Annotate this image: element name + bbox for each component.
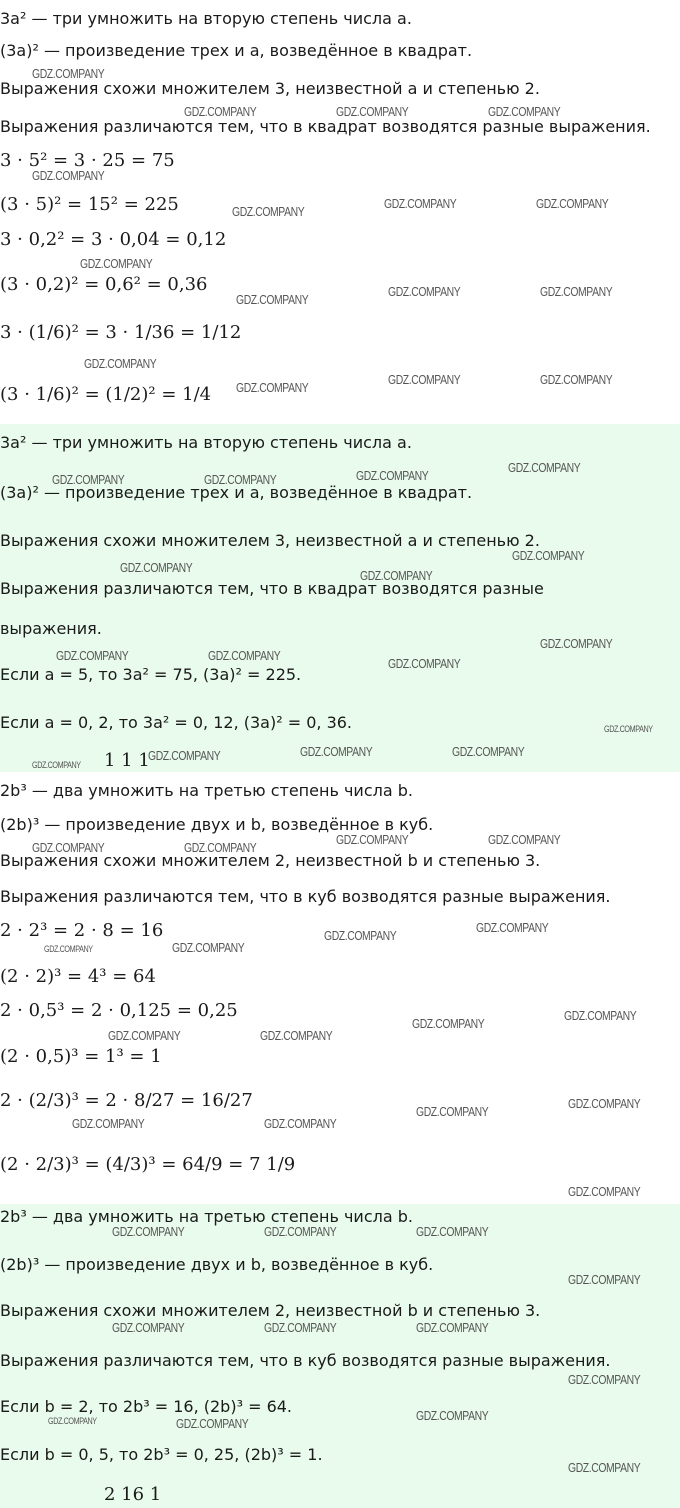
- watermark: GDZ.COMPANY: [208, 648, 281, 663]
- watermark: GDZ.COMPANY: [416, 1104, 489, 1119]
- watermark: GDZ.COMPANY: [84, 356, 157, 371]
- watermark: GDZ.COMPANY: [564, 1008, 637, 1023]
- watermark: GDZ.COMPANY: [264, 1320, 337, 1335]
- math-line: 2 · 0,5³ = 2 · 0,125 = 0,25: [0, 1000, 238, 1021]
- watermark: GDZ.COMPANY: [176, 1416, 249, 1431]
- watermark: GDZ.COMPANY: [476, 920, 549, 935]
- math-line: (3 · 0,2)² = 0,6² = 0,36: [0, 274, 208, 295]
- math-line: 1 1 1: [104, 750, 150, 771]
- watermark: GDZ.COMPANY: [80, 256, 153, 271]
- watermark: GDZ.COMPANY: [264, 1224, 337, 1239]
- text-line: Выражения различаются тем, что в куб возводятся разные выражения.: [0, 1351, 611, 1370]
- math-line: 2 · (2/3)³ = 2 · 8/27 = 16/27: [0, 1090, 253, 1111]
- watermark: GDZ.COMPANY: [184, 840, 257, 855]
- text-line: Выражения схожи множителем 2, неизвестной b и степенью 3.: [0, 1301, 541, 1320]
- watermark: GDZ.COMPANY: [32, 168, 105, 183]
- math-line: 3 · 0,2² = 3 · 0,04 = 0,12: [0, 229, 227, 250]
- text-line: 3a² — три умножить на вторую степень числа a.: [0, 9, 412, 28]
- watermark: GDZ.COMPANY: [568, 1096, 641, 1111]
- watermark: GDZ.COMPANY: [324, 928, 397, 943]
- watermark: GDZ.COMPANY: [488, 832, 561, 847]
- text-line: выражения.: [0, 619, 102, 638]
- watermark: GDZ.COMPANY: [148, 748, 221, 763]
- watermark: GDZ.COMPANY: [540, 284, 613, 299]
- math-line: (2 · 0,5)³ = 1³ = 1: [0, 1046, 162, 1067]
- math-line: (2 · 2)³ = 4³ = 64: [0, 966, 156, 987]
- watermark: GDZ.COMPANY: [236, 380, 309, 395]
- math-line: 3 · (1/6)² = 3 · 1/36 = 1/12: [0, 322, 242, 343]
- watermark: GDZ.COMPANY: [112, 1320, 185, 1335]
- watermark: GDZ.COMPANY: [172, 940, 245, 955]
- watermark: GDZ.COMPANY: [568, 1372, 641, 1387]
- text-line: Если a = 5, то 3a² = 75, (3a)² = 225.: [0, 665, 302, 684]
- watermark: GDZ.COMPANY: [540, 372, 613, 387]
- text-line: Если b = 0, 5, то 2b³ = 0, 25, (2b)³ = 1.: [0, 1445, 323, 1464]
- text-line: 2b³ — два умножить на третью степень числа b.: [0, 781, 413, 800]
- watermark: GDZ.COMPANY: [336, 832, 409, 847]
- watermark: GDZ.COMPANY: [568, 1460, 641, 1475]
- watermark: GDZ.COMPANY: [356, 468, 429, 483]
- watermark: GDZ.COMPANY: [32, 840, 105, 855]
- watermark: GDZ.COMPANY: [32, 66, 105, 81]
- text-line: (2b)³ — произведение двух и b, возведённое в куб.: [0, 1255, 434, 1274]
- watermark: GDZ.COMPANY: [108, 1028, 181, 1043]
- watermark: GDZ.COMPANY: [452, 744, 525, 759]
- watermark: GDZ.COMPANY: [416, 1408, 489, 1423]
- text-line: Выражения различаются тем, что в квадрат возводятся разные: [0, 579, 544, 598]
- text-line: Выражения различаются тем, что в квадрат возводятся разные выражения.: [0, 117, 651, 136]
- watermark: GDZ.COMPANY: [112, 1224, 185, 1239]
- watermark: GDZ.COMPANY: [416, 1320, 489, 1335]
- watermark: GDZ.COMPANY: [204, 472, 277, 487]
- watermark: GDZ.COMPANY: [236, 292, 309, 307]
- text-line: 3a² — три умножить на вторую степень числа a.: [0, 433, 412, 452]
- watermark: GDZ.COMPANY: [232, 204, 305, 219]
- math-line: 2 16 1: [104, 1484, 162, 1505]
- watermark: GDZ.COMPANY: [44, 944, 93, 954]
- watermark: GDZ.COMPANY: [488, 104, 561, 119]
- math-line: (2 · 2/3)³ = (4/3)³ = 64/9 = 7 1/9: [0, 1154, 296, 1175]
- watermark: GDZ.COMPANY: [120, 560, 193, 575]
- text-line: Выражения различаются тем, что в куб возводятся разные выражения.: [0, 887, 611, 906]
- watermark: GDZ.COMPANY: [604, 724, 653, 734]
- watermark: GDZ.COMPANY: [568, 1184, 641, 1199]
- watermark: GDZ.COMPANY: [360, 568, 433, 583]
- math-line: (3 · 5)² = 15² = 225: [0, 194, 179, 215]
- watermark: GDZ.COMPANY: [52, 472, 125, 487]
- watermark: GDZ.COMPANY: [388, 284, 461, 299]
- watermark: GDZ.COMPANY: [72, 1116, 145, 1131]
- watermark: GDZ.COMPANY: [388, 372, 461, 387]
- text-line: Выражения схожи множителем 2, неизвестной b и степенью 3.: [0, 851, 541, 870]
- watermark: GDZ.COMPANY: [300, 744, 373, 759]
- watermark: GDZ.COMPANY: [336, 104, 409, 119]
- math-line: 2 · 2³ = 2 · 8 = 16: [0, 920, 164, 941]
- watermark: GDZ.COMPANY: [384, 196, 457, 211]
- watermark: GDZ.COMPANY: [184, 104, 257, 119]
- watermark: GDZ.COMPANY: [512, 548, 585, 563]
- text-line: 2b³ — два умножить на третью степень числа b.: [0, 1207, 413, 1226]
- watermark: GDZ.COMPANY: [508, 460, 581, 475]
- text-line: (3a)² — произведение трех и a, возведённое в квадрат.: [0, 41, 473, 60]
- watermark: GDZ.COMPANY: [264, 1116, 337, 1131]
- text-line: Если b = 2, то 2b³ = 16, (2b)³ = 64.: [0, 1397, 293, 1416]
- watermark: GDZ.COMPANY: [540, 636, 613, 651]
- text-line: Выражения схожи множителем 3, неизвестной a и степенью 2.: [0, 531, 540, 550]
- watermark: GDZ.COMPANY: [416, 1224, 489, 1239]
- text-line: (3a)² — произведение трех и a, возведённое в квадрат.: [0, 483, 473, 502]
- watermark: GDZ.COMPANY: [412, 1016, 485, 1031]
- math-line: (3 · 1/6)² = (1/2)² = 1/4: [0, 384, 212, 405]
- text-line: Выражения схожи множителем 3, неизвестной a и степенью 2.: [0, 79, 540, 98]
- watermark: GDZ.COMPANY: [48, 1416, 97, 1426]
- watermark: GDZ.COMPANY: [260, 1028, 333, 1043]
- math-line: 3 · 5² = 3 · 25 = 75: [0, 150, 175, 171]
- watermark: GDZ.COMPANY: [32, 760, 81, 770]
- watermark: GDZ.COMPANY: [388, 656, 461, 671]
- text-line: (2b)³ — произведение двух и b, возведённое в куб.: [0, 815, 434, 834]
- text-line: Если a = 0, 2, то 3a² = 0, 12, (3a)² = 0, 36.: [0, 713, 353, 732]
- watermark: GDZ.COMPANY: [568, 1272, 641, 1287]
- watermark: GDZ.COMPANY: [536, 196, 609, 211]
- watermark: GDZ.COMPANY: [56, 648, 129, 663]
